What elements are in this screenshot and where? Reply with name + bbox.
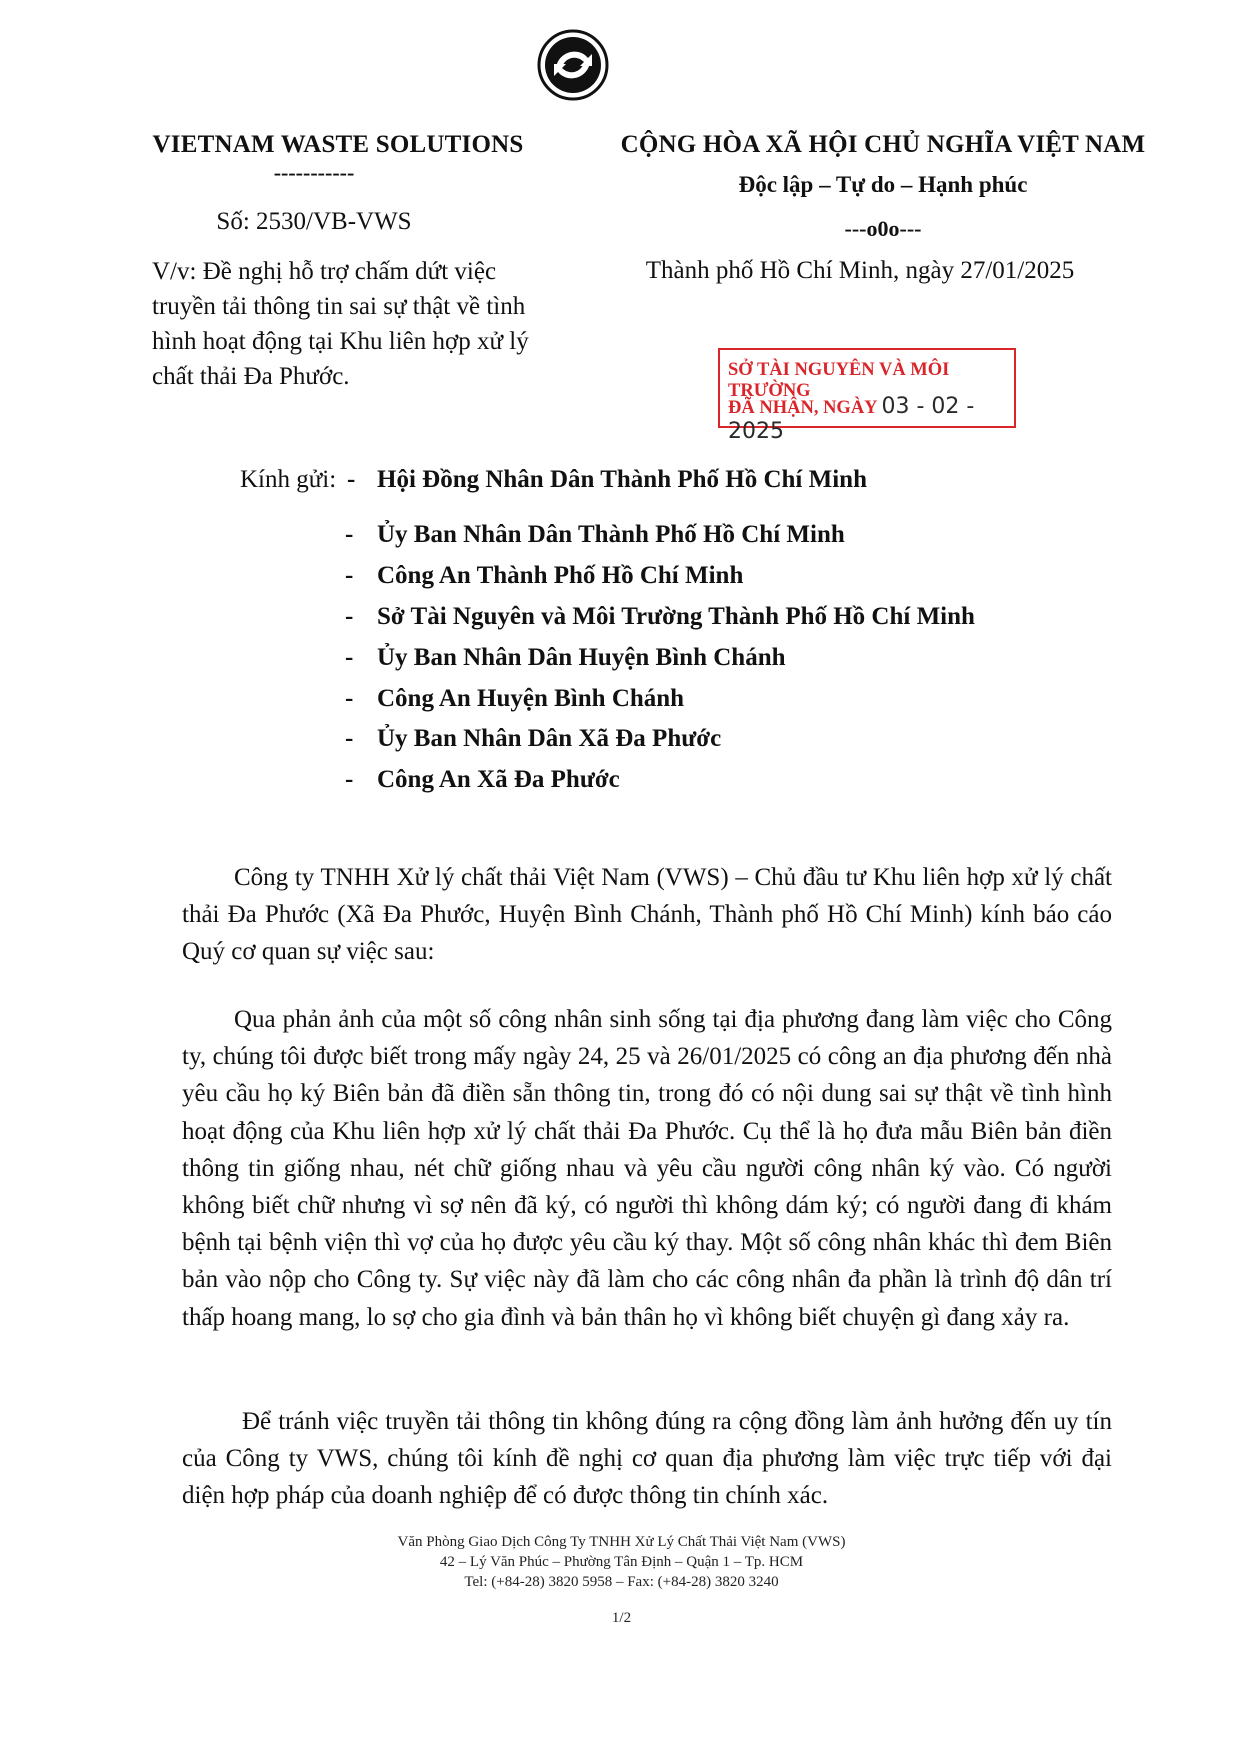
recipient-dash: - — [345, 766, 354, 793]
body-paragraph — [182, 1403, 1112, 1515]
stamp-line2 — [728, 394, 1014, 444]
recipient-item: Công An Thành Phố Hồ Chí Minh — [377, 562, 744, 589]
recipient-dash: - — [345, 562, 354, 589]
recipient-dash: - — [345, 644, 354, 671]
page-number: 1/2 — [611, 1610, 632, 1626]
subject-line: V/v: Đề nghị hỗ trợ chấm dứt việc truyền tải thông tin sai sự thật về tình hình hoạt động tại Khu liên hợp xử lý chất thải Đa Phước. — [152, 258, 529, 390]
stamp-handwritten-date: 03 - 02 - 2025 — [728, 394, 975, 444]
recipient-item: Hội Đồng Nhân Dân Thành Phố Hồ Chí Minh — [377, 466, 867, 493]
stamp-line2-prefix: ĐÃ NHẬN, NGÀY — [728, 398, 877, 418]
recipient-dash: - — [345, 521, 354, 548]
recipients-label — [240, 466, 336, 494]
recipient-item: Ủy Ban Nhân Dân Xã Đa Phước — [377, 725, 722, 752]
body-paragraph-text: Qua phản ảnh của một số công nhân sinh sống tại địa phương đang làm việc cho Công ty, chúng tôi được biết trong mấy ngày 24, 25 và 26/01/2025 có công an địa phương đến nhà yêu cầu họ ký Biên bản đã điền sẵn thông tin, trong đó có nội dung sai sự thật về tình hình hoạt động của Khu liên hợp xử lý chất thải Đa Phước. Cụ thể là họ đưa mẫu Biên bản điền thông tin giống nhau, nét chữ giống nhau và yêu cầu người công nhân ký vào. Có người không biết chữ nhưng vì sợ nên đã ký, có người thì không dám ký; có người đang đi khám bệnh tại bệnh viện thì vợ của họ được yêu cầu ký thay. Một số công nhân khác thì đem Biên bản vào nộp cho Công ty. Sự việc này đã làm cho các công nhân đa phần là trình độ dân trí thấp hoang mang, lo sợ cho gia đình và bản thân họ vì không biết chuyện gì đang xảy ra. — [182, 1006, 1112, 1331]
body-paragraph — [182, 859, 1112, 971]
recipient-dash: - — [345, 603, 354, 630]
recipient-item: Ủy Ban Nhân Dân Huyện Bình Chánh — [377, 644, 786, 671]
right-divider: ---o0o--- — [844, 216, 922, 241]
footer-address: 42 – Lý Văn Phúc – Phường Tân Định – Quận 1 – Tp. HCM — [439, 1554, 804, 1570]
received-stamp — [718, 348, 1016, 444]
body-paragraph — [182, 1001, 1112, 1336]
recipient-item: Sở Tài Nguyên và Môi Trường Thành Phố Hồ Chí Minh — [377, 603, 975, 630]
nation-title: CỘNG HÒA XÃ HỘI CHỦ NGHĨA VIỆT NAM — [620, 131, 1146, 158]
recipient-item: Công An Huyện Bình Chánh — [377, 685, 685, 712]
recipient-item: Ủy Ban Nhân Dân Thành Phố Hồ Chí Minh — [377, 521, 845, 548]
body-paragraph-text: Công ty TNHH Xử lý chất thải Việt Nam (VWS) – Chủ đầu tư Khu liên hợp xử lý chất thải Đa Phước (Xã Đa Phước, Huyện Bình Chánh, Thành phố Hồ Chí Minh) kính báo cáo Quý cơ quan sự việc sau: — [182, 864, 1112, 966]
national-motto: Độc lập – Tự do – Hạnh phúc — [738, 172, 1028, 197]
footer-office: Văn Phòng Giao Dịch Công Ty TNHH Xử Lý Chất Thải Việt Nam (VWS) — [397, 1534, 846, 1550]
left-divider: ----------- — [273, 160, 355, 185]
stamp-line1: SỞ TÀI NGUYÊN VÀ MÔI TRƯỜNG — [728, 360, 950, 401]
recipient-dash: - — [345, 685, 354, 712]
recipient-item: Công An Xã Đa Phước — [377, 766, 620, 793]
document-number: Số: 2530/VB-VWS — [216, 208, 412, 235]
footer-contact: Tel: (+84-28) 3820 5958 – Fax: (+84-28) 3820 3240 — [464, 1574, 779, 1590]
body-paragraph-text: Để tránh việc truyền tải thông tin không đúng ra cộng đồng làm ảnh hưởng đến uy tín của Công ty VWS, chúng tôi kính đề nghị cơ quan địa phương làm việc trực tiếp với đại diện hợp pháp của doanh nghiệp để có được thông tin chính xác. — [182, 1408, 1112, 1510]
recipient-dash: - — [345, 725, 354, 752]
company-name: VIETNAM WASTE SOLUTIONS — [152, 131, 524, 158]
place-date: Thành phố Hồ Chí Minh, ngày 27/01/2025 — [645, 257, 1075, 284]
company-logo-icon — [536, 28, 610, 102]
recipients-label-text: Kính gửi: — [240, 466, 337, 493]
recipient-dash: - — [347, 466, 356, 493]
